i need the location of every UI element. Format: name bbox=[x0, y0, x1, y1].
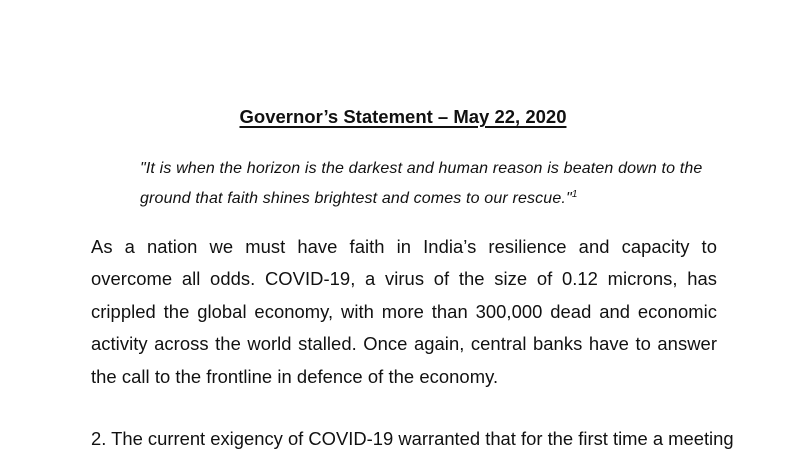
footnote-marker: 1 bbox=[571, 189, 578, 200]
document-title: Governor’s Statement – May 22, 2020 bbox=[239, 106, 567, 127]
next-paragraph-fragment: 2. The current exigency of COVID-19 warranted that for the first time a meeting bbox=[91, 428, 734, 449]
quote-text: "It is when the horizon is the darkest and human reason is beaten down to the ground that faith shines brightest and comes to our rescue." bbox=[140, 160, 703, 207]
body-paragraph: As a nation we must have faith in India’s resilience and capacity to overcome all odds. COVID-19, a virus of the size of 0.12 microns, has crippled the global economy, with more than 300,000 dead and economic activity across the world stalled. Once again, central banks have to answer the call to the frontline in defence of the economy. bbox=[91, 236, 717, 387]
opening-quote bbox=[140, 154, 730, 214]
